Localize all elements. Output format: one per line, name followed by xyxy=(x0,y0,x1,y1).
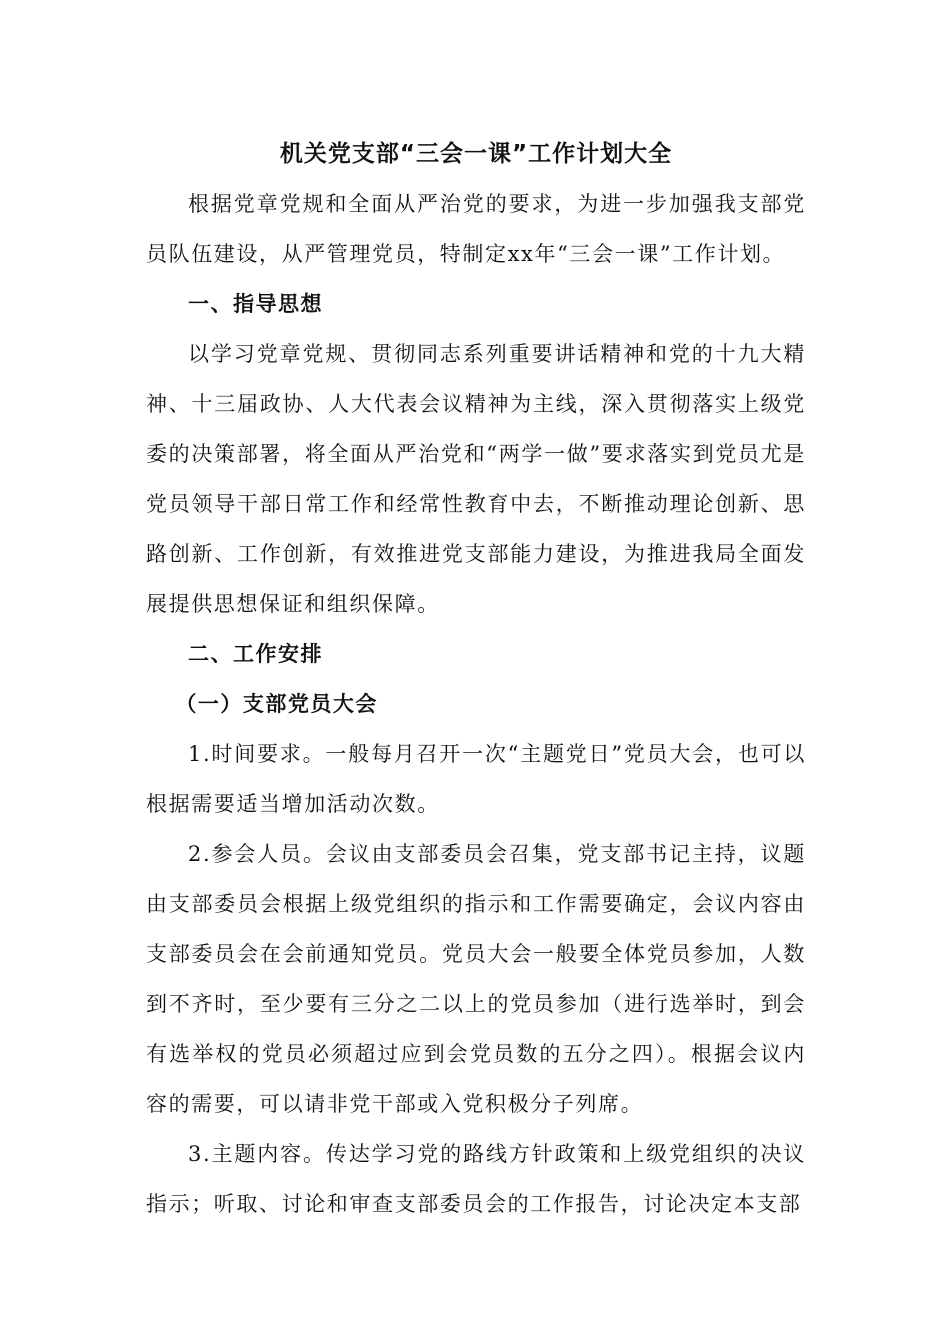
item-time-requirement: 1.时间要求。一般每月召开一次“主题党日”党员大会，也可以根据需要适当增加活动次数。 xyxy=(146,742,806,816)
document-title: 机关党支部“三会一课”工作计划大全 xyxy=(279,141,673,167)
intro-paragraph: 根据党章党规和全面从严治党的要求，为进一步加强我支部党员队伍建设，从严管理党员，特制定xx年“三会一课”工作计划。 xyxy=(146,192,806,266)
section-heading-work-arrangement: 二、工作安排 xyxy=(188,642,323,666)
section-heading-guiding-thought: 一、指导思想 xyxy=(188,292,323,316)
item-attendees: 2.参会人员。会议由支部委员会召集，党支部书记主持，议题由支部委员会根据上级党组织的指示和工作需要确定，会议内容由支部委员会在会前通知党员。党员大会一般要全体党员参加，人数到不齐时，至少要有三分之二以上的党员参加（进行选举时，到会有选举权的党员必须超过应到会党员数的五分之四）。根据会议内容的需要，可以请非党干部或入党积极分子列席。 xyxy=(146,842,806,1116)
item-theme-content: 3.主题内容。传达学习党的路线方针政策和上级党组织的决议指示；听取、讨论和审查支部委员会的工作报告，讨论决定本支部 xyxy=(146,1142,806,1216)
guiding-thought-paragraph: 以学习党章党规、贯彻同志系列重要讲话精神和党的十九大精神、十三届政协、人大代表会议精神为主线，深入贯彻落实上级党委的决策部署，将全面从严治党和“两学一做”要求落实到党员尤是党员领导干部日常工作和经常性教育中去，不断推动理论创新、思路创新、工作创新，有效推进党支部能力建设，为推进我局全面发展提供思想保证和组织保障。 xyxy=(146,342,806,616)
subsection-heading-party-member-meeting: （一）支部党员大会 xyxy=(175,692,378,716)
document-page xyxy=(146,129,806,1229)
